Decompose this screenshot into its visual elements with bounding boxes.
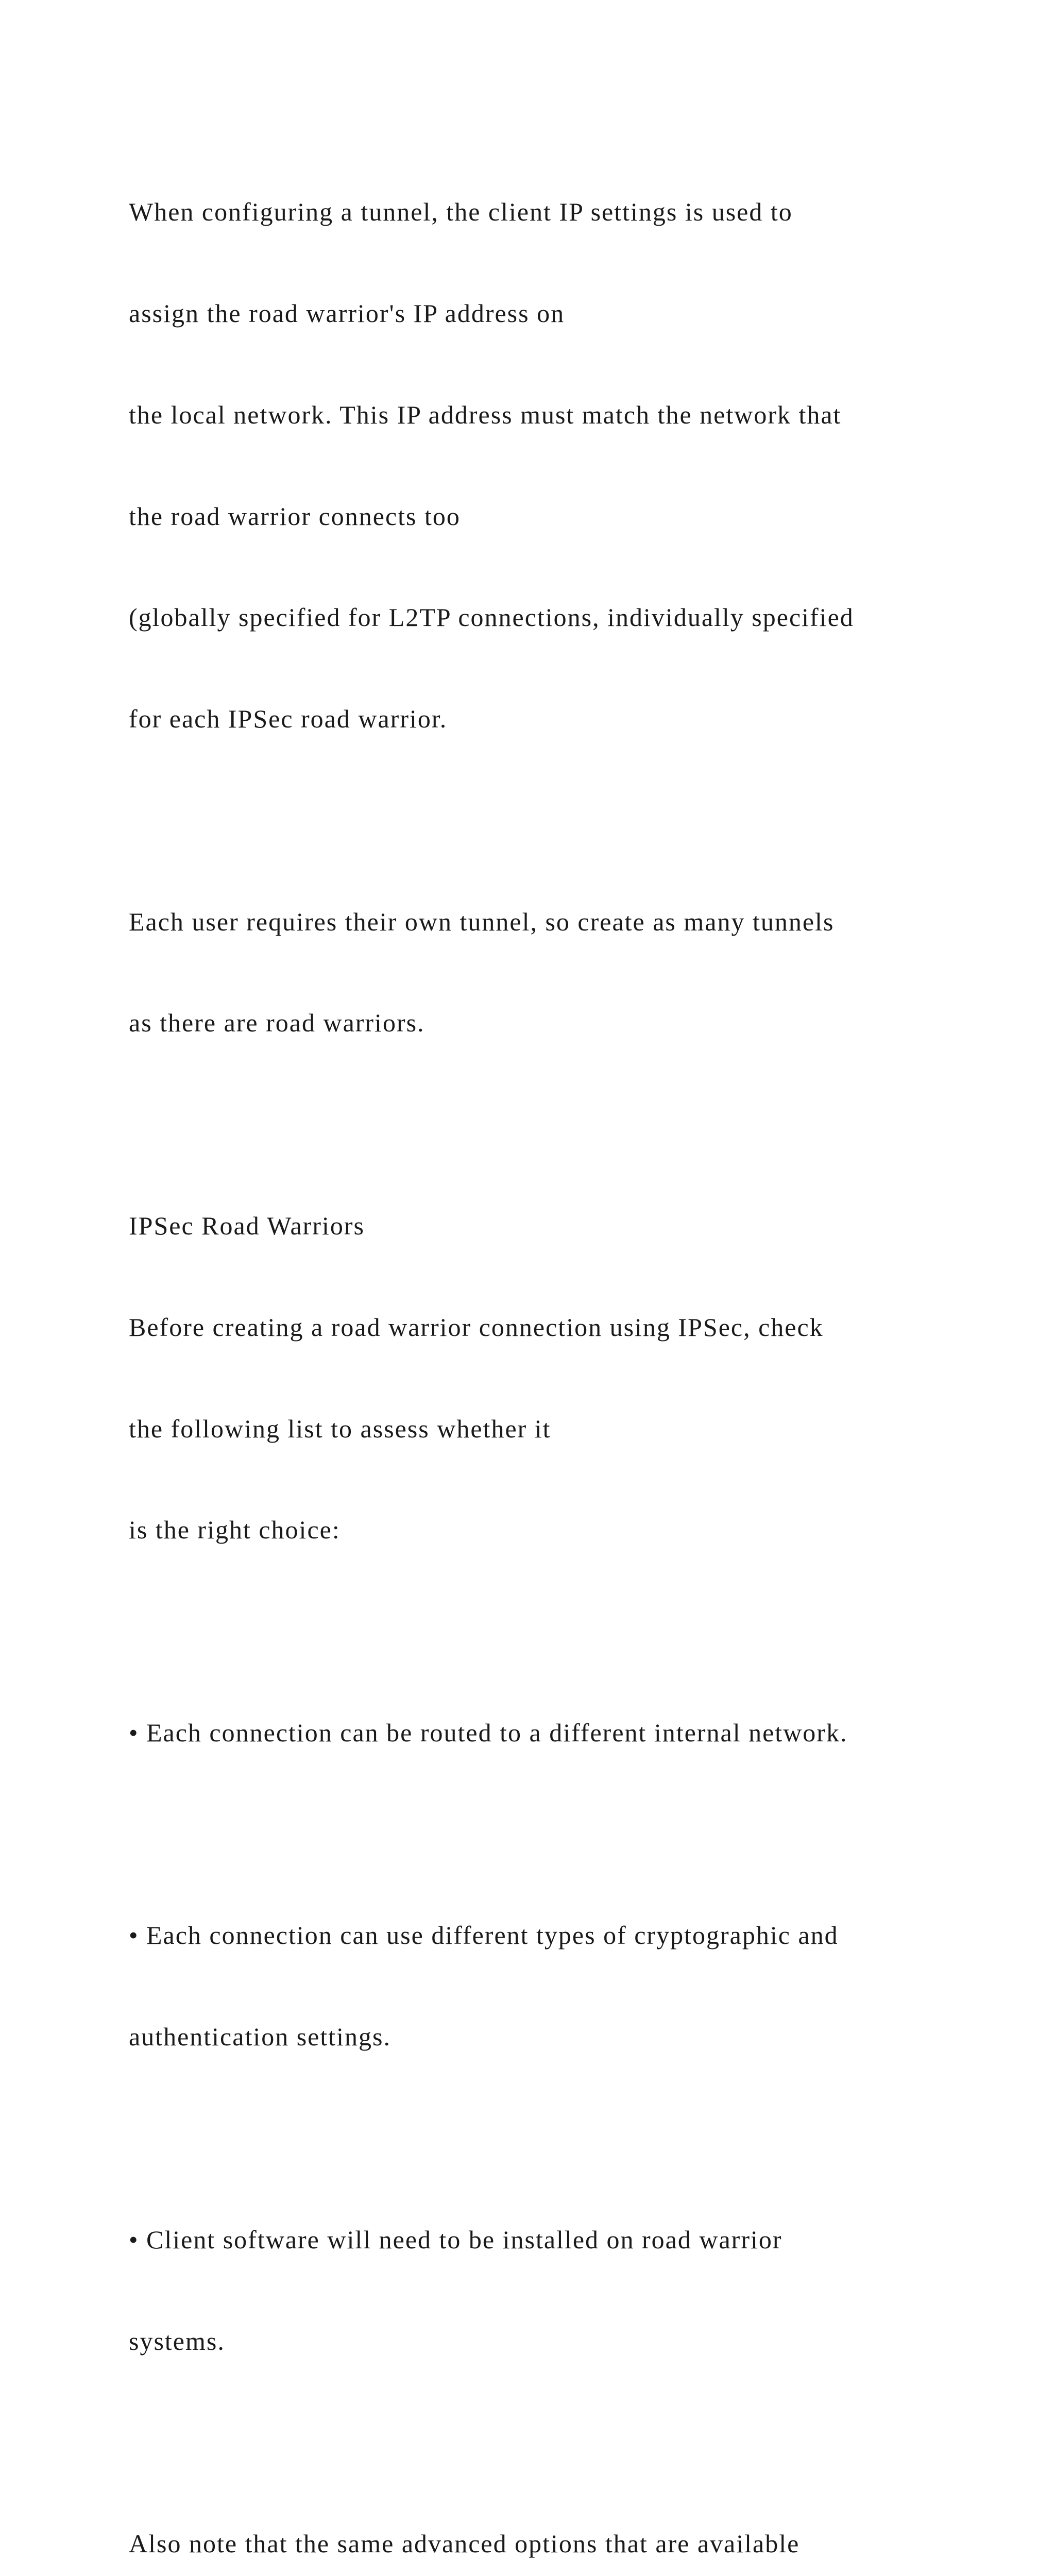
blank-line bbox=[129, 2426, 1005, 2460]
text-line: When configuring a tunnel, the client IP settings is used to bbox=[129, 197, 793, 227]
text-line: Each user requires their own tunnel, so create as many tunnels bbox=[129, 907, 835, 936]
blank-line bbox=[129, 1108, 1005, 1142]
bullet-item: • Client software will need to be installed on road warrior bbox=[129, 2225, 782, 2254]
text-line: Also note that the same advanced options that are available bbox=[129, 2529, 800, 2558]
text-line: systems. bbox=[129, 2326, 225, 2355]
text-line: authentication settings. bbox=[129, 2022, 392, 2052]
blank-line bbox=[129, 2122, 1005, 2156]
text-line: the local network. This IP address must match the network that bbox=[129, 400, 842, 429]
blank-line bbox=[129, 1615, 1005, 1649]
text-line: for each IPSec road warrior. bbox=[129, 704, 448, 734]
bullet-item: • Each connection can use different types of cryptographic and bbox=[129, 1921, 839, 1950]
section-heading: IPSec Road Warriors bbox=[129, 1211, 365, 1240]
bullet-item: • Each connection can be routed to a different internal network. bbox=[129, 1718, 848, 1747]
document-body bbox=[129, 128, 1005, 2576]
blank-line bbox=[129, 804, 1005, 838]
text-line: is the right choice: bbox=[129, 1515, 341, 1545]
text-line: (globally specified for L2TP connections, individually specified bbox=[129, 603, 854, 632]
text-line: the following list to assess whether it bbox=[129, 1414, 551, 1443]
blank-line bbox=[129, 1818, 1005, 1852]
text-line: as there are road warriors. bbox=[129, 1008, 425, 1038]
text-line: Before creating a road warrior connection using IPSec, check bbox=[129, 1312, 824, 1342]
text-line: the road warrior connects too bbox=[129, 501, 461, 531]
text-line: assign the road warrior's IP address on bbox=[129, 298, 565, 328]
